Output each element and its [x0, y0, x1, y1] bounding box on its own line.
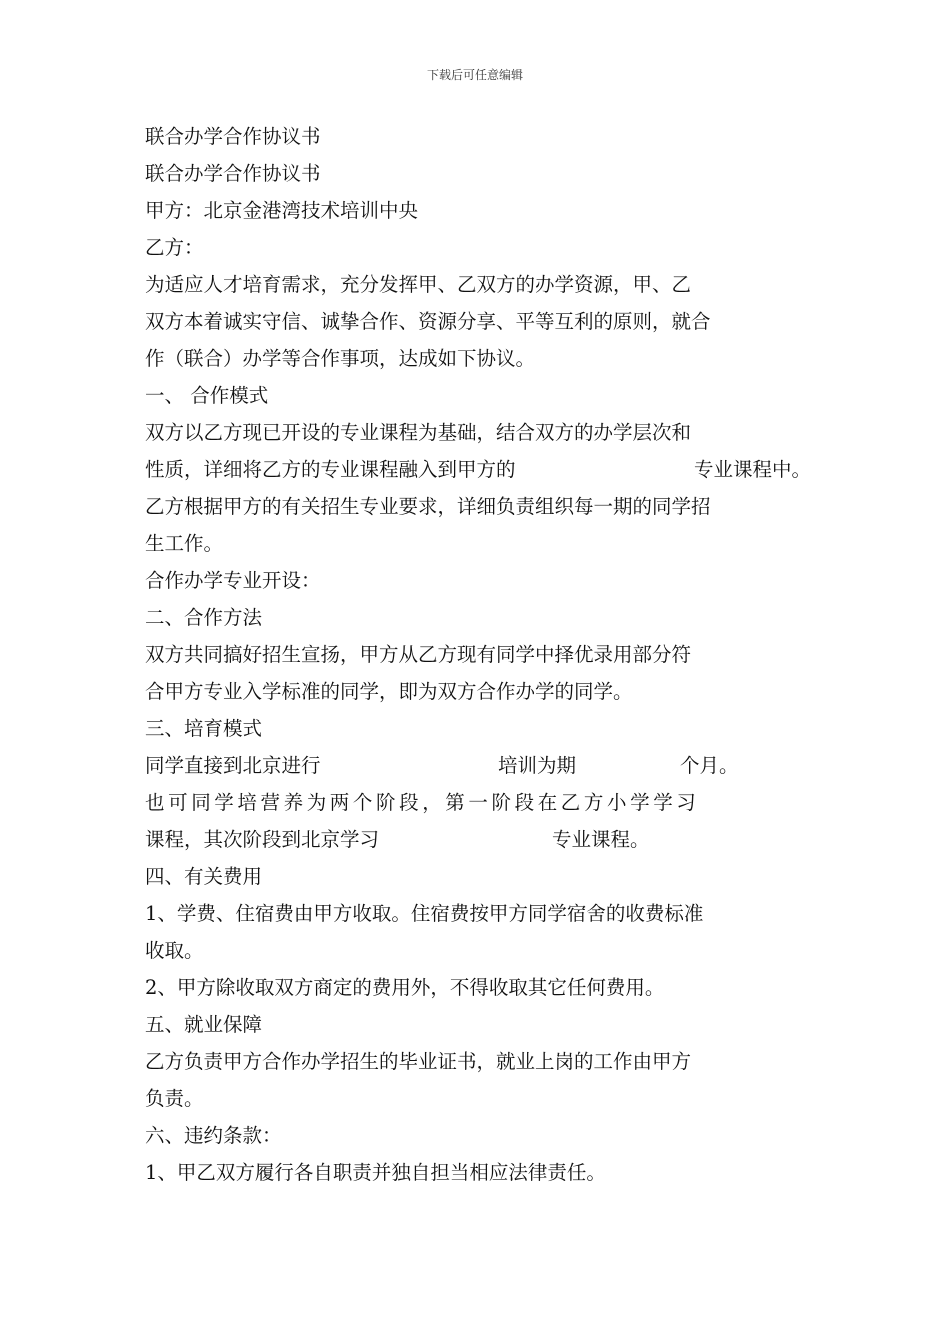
intro-line-1: 为适应人才培育需求，充分发挥甲、乙双方的办学资源，甲、乙	[145, 273, 692, 296]
section-6-heading: 六、违约条款：	[145, 1124, 282, 1147]
section-3-line-2: 也可同学培营养为两个阶段，第一阶段在乙方小学学习	[145, 791, 700, 814]
section-5-line-1: 乙方负责甲方合作办学招生的毕业证书，就业上岗的工作由甲方	[145, 1050, 692, 1073]
doc-subtitle: 联合办学合作协议书	[145, 162, 321, 185]
section-3-line-3b: 专业课程。	[552, 828, 650, 851]
section-3-line-1c: 个月。	[680, 754, 739, 777]
section-2-line-2: 合甲方专业入学标准的同学，即为双方合作办学的同学。	[145, 680, 633, 703]
page-header: 下载后可任意编辑	[426, 68, 523, 82]
section-4-item-2: 2、甲方除收取双方商定的费用外，不得收取其它任何费用。	[145, 976, 665, 999]
party-a: 甲方：北京金港湾技术培训中央	[145, 199, 419, 222]
section-3-line-1a: 同学直接到北京进行	[145, 754, 321, 777]
section-1-line-2: 性质，详细将乙方的专业课程融入到甲方的	[145, 458, 516, 481]
majors-heading: 合作办学专业开设：	[145, 569, 321, 592]
section-3-heading: 三、培育模式	[145, 717, 263, 740]
section-4-item-1: 1、学费、住宿费由甲方收取。住宿费按甲方同学宿舍的收费标准	[145, 902, 704, 925]
section-3-line-3a: 课程，其次阶段到北京学习	[145, 828, 380, 851]
section-6-item-1: 1、甲乙双方履行各自职责并独自担当相应法律责任。	[145, 1161, 606, 1184]
section-2-line-1: 双方共同搞好招生宣扬，甲方从乙方现有同学中择优录用部分符	[145, 643, 692, 666]
section-1-line-1: 双方以乙方现已开设的专业课程为基础，结合双方的办学层次和	[145, 421, 692, 444]
section-5-line-2: 负责。	[145, 1087, 204, 1110]
section-1-heading: 一、 合作模式	[145, 384, 269, 407]
section-4-item-1-cont: 收取。	[145, 939, 204, 962]
section-1-line-3: 乙方根据甲方的有关招生专业要求，详细负责组织每一期的同学招	[145, 495, 711, 518]
doc-title: 联合办学合作协议书	[145, 125, 321, 148]
intro-line-2: 双方本着诚实守信、诚挚合作、资源分享、平等互利的原则，就合	[145, 310, 711, 333]
section-3-line-1b: 培训为期	[498, 754, 577, 777]
section-4-heading: 四、有关费用	[145, 865, 263, 888]
section-2-heading: 二、合作方法	[145, 606, 263, 629]
intro-line-3: 作（联合）办学等合作事项，达成如下协议。	[145, 347, 536, 370]
party-b: 乙方：	[145, 236, 204, 259]
section-5-heading: 五、就业保障	[145, 1013, 263, 1036]
section-1-line-2-tail: 专业课程中。	[694, 458, 812, 481]
section-1-line-4: 生工作。	[145, 532, 224, 555]
